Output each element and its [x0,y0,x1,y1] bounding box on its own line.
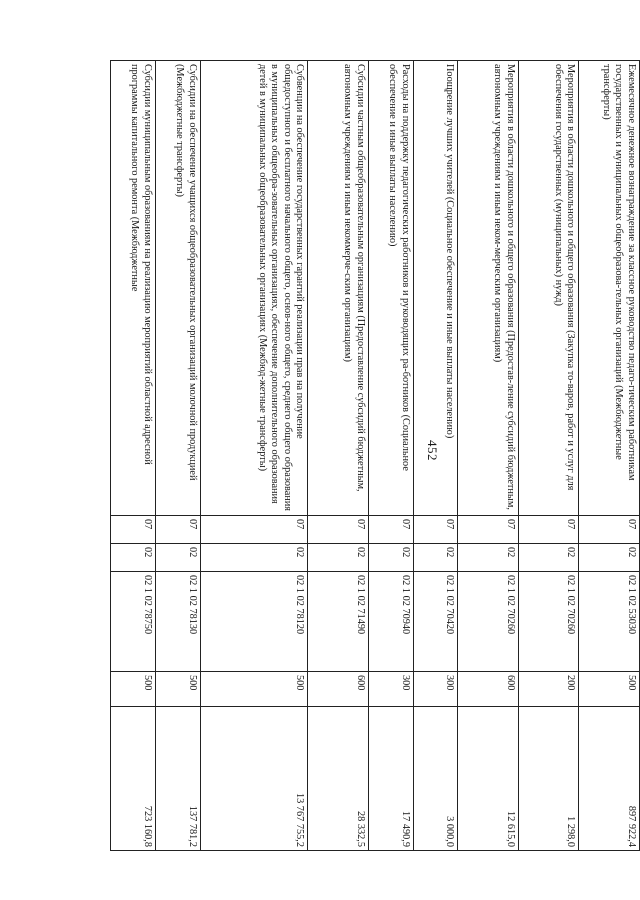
subsection-code: 02 [155,544,200,572]
target-article-code: 02 1 02 78750 [111,572,156,672]
subsection-code: 02 [308,544,369,572]
section-code: 07 [368,516,413,544]
subsection-code: 02 [518,544,579,572]
section-code: 07 [413,516,458,544]
target-article-code: 02 1 02 70260 [458,572,519,672]
target-article-code: 02 1 02 78130 [155,572,200,672]
table-row [200,61,308,851]
amount: 1 298,0 [518,707,579,851]
target-article-code: 02 1 02 70260 [518,572,579,672]
target-article-code: 02 1 02 70420 [413,572,458,672]
subsection-code: 02 [579,544,640,572]
table-row [308,61,369,851]
amount: 13 767 755,2 [200,707,308,851]
expense-type-code: 500 [155,672,200,707]
target-article-code: 02 1 02 53030 [579,572,640,672]
amount: 3 000,0 [413,707,458,851]
table-row [155,61,200,851]
expense-type-code: 500 [111,672,156,707]
amount: 12 615,0 [458,707,519,851]
table-row [111,61,156,851]
amount: 17 490,9 [368,707,413,851]
expense-type-code: 200 [518,672,579,707]
expense-type-code: 600 [458,672,519,707]
section-code: 07 [308,516,369,544]
amount: 28 332,5 [308,707,369,851]
amount: 137 781,2 [155,707,200,851]
table-row [368,61,413,851]
section-code: 07 [518,516,579,544]
expense-name: Субсидии муниципальным образованиям на реализацию мероприятий областной адресной программы капитального ремонта (Межбюджетные [111,61,156,516]
table-row [518,61,579,851]
budget-table [110,60,640,851]
expense-type-code: 300 [368,672,413,707]
section-code: 07 [579,516,640,544]
subsection-code: 02 [200,544,308,572]
subsection-code: 02 [458,544,519,572]
expense-type-code: 600 [308,672,369,707]
table-row [458,61,519,851]
amount: 723 160,8 [111,707,156,851]
expense-name: Мероприятия в области дошкольного и общего образования (Предостав-ление субсидий бюджетным, автономным учреждениям и иным неком-мерческим организациям) [458,61,519,516]
table-row [579,61,640,851]
target-article-code: 02 1 02 71490 [308,572,369,672]
expense-name: Мероприятия в области дошкольного и общего образования (Закупка то-варов, работ и услуг для обеспечения государственных (муниципальных) нужд) [518,61,579,516]
target-article-code: 02 1 02 70940 [368,572,413,672]
subsection-code: 02 [111,544,156,572]
page-number: 452 [425,440,440,461]
expense-name: Поощрение лучших учителей (Социальное обеспечение и иные выплаты населению) [413,61,458,516]
expense-type-code: 500 [579,672,640,707]
expense-name: Расходы на поддержку педагогических работников и руководящих ра-ботников (Социальное обеспечение и иные выплаты населению) [368,61,413,516]
section-code: 07 [111,516,156,544]
expense-name: Субсидии частным общеобразовательным организациям (Предоставление субсидий бюджетным, автономным учреждениям и иным некоммерче-ским организациям) [308,61,369,516]
expense-name: Субвенции на обеспечение государственных гарантий реализации прав на получение общедоступного и бесплатного начального общего, основ-ного общего, среднего общего образования в муниципальных общеобра-зовательных организациях, обеспечение дополнительного образования детей в муниципальных общеобразовательных организациях (Межбюд-жетные трансферты) [200,61,308,516]
expense-name: Субсидии на обеспечение учащихся общеобразовательных организаций молочной продукцией (Межбюджетные трансферты) [155,61,200,516]
target-article-code: 02 1 02 78120 [200,572,308,672]
expense-name: Ежемесячное денежное вознаграждение за классное руководство педаго-гическим работникам государственных и муниципальных общеобразова-тельных организаций (Межбюджетные трансферты) [579,61,640,516]
section-code: 07 [200,516,308,544]
section-code: 07 [458,516,519,544]
subsection-code: 02 [368,544,413,572]
section-code: 07 [155,516,200,544]
budget-table-wrapper [110,60,640,850]
expense-type-code: 300 [413,672,458,707]
expense-type-code: 500 [200,672,308,707]
amount: 897 922,4 [579,707,640,851]
table-row [413,61,458,851]
subsection-code: 02 [413,544,458,572]
